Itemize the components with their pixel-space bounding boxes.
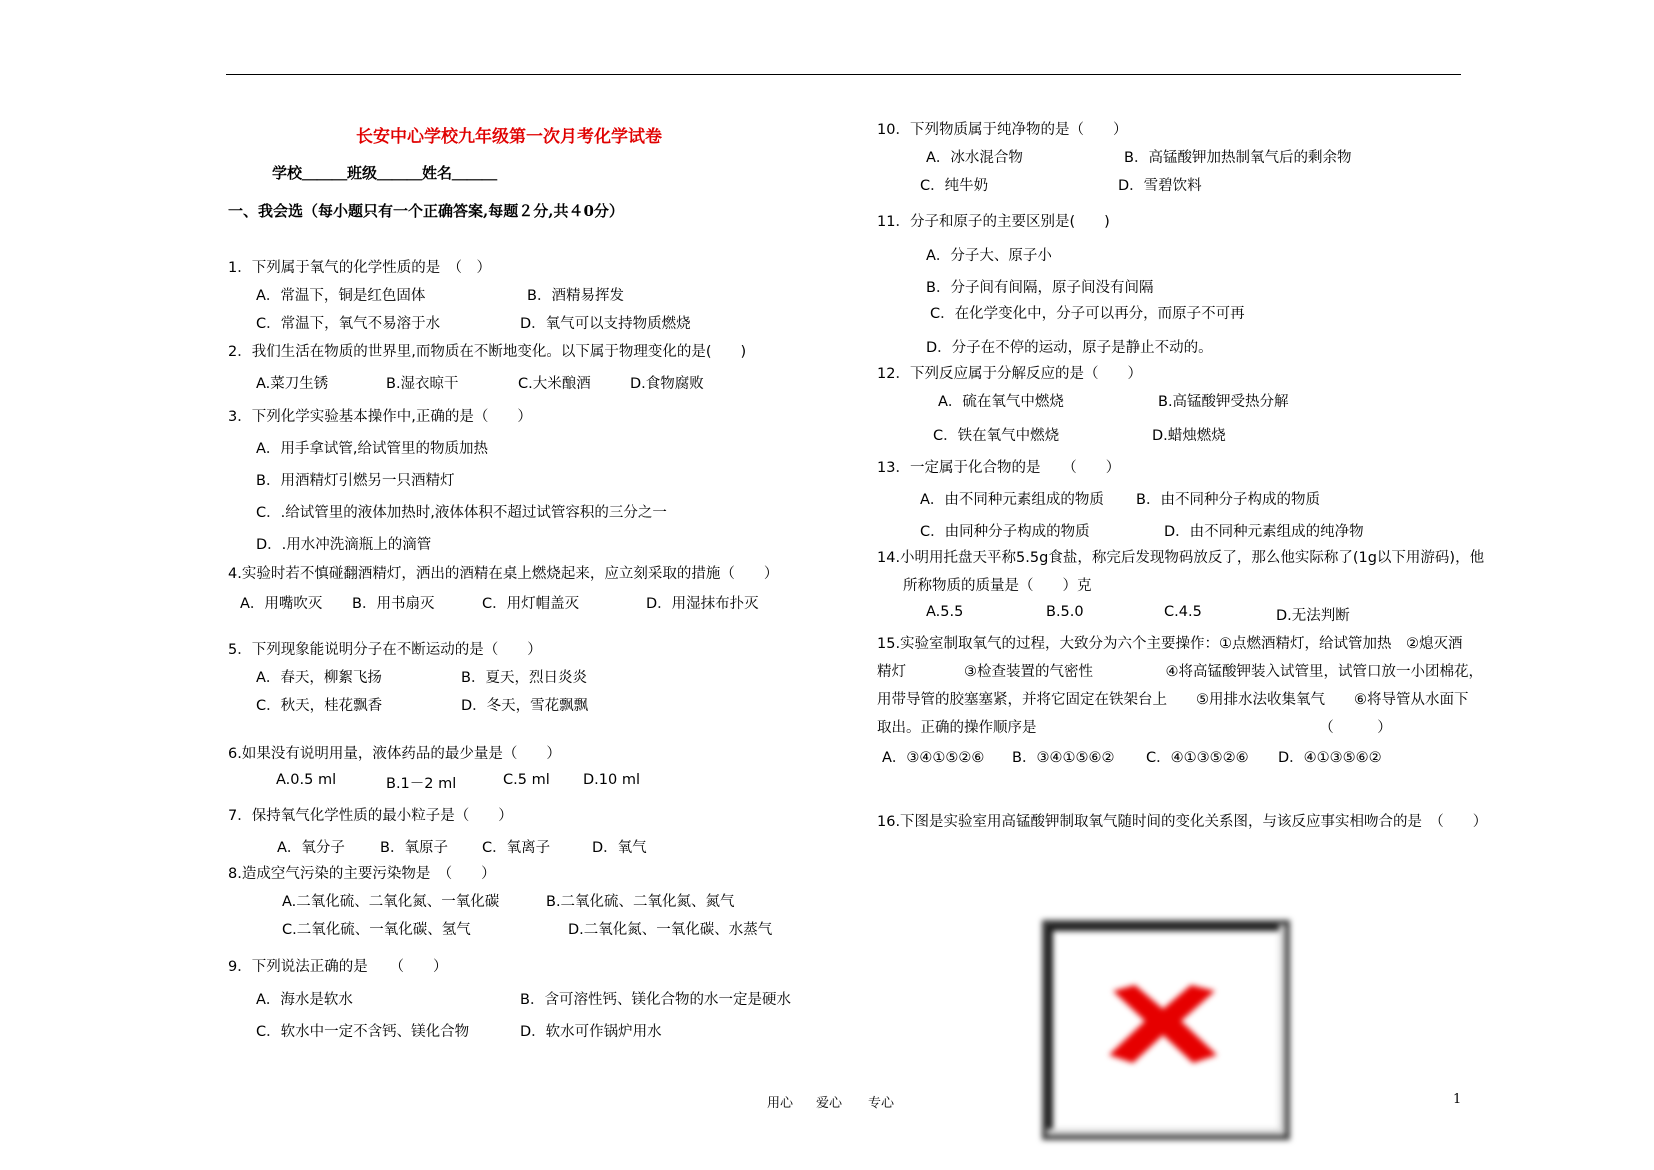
q12-stem: 12．下列反应属于分解反应的是（ ）	[877, 366, 1142, 382]
q3-option-d: D．.用水冲洗滴瓶上的滴管	[256, 537, 432, 553]
q3-option-b: B．用酒精灯引燃另一只酒精灯	[256, 473, 455, 489]
footer-label-right: 专心	[868, 1096, 895, 1111]
q13-option-a: A．由不同种元素组成的物质	[920, 492, 1104, 508]
q12-option-b: B.高锰酸钾受热分解	[1158, 394, 1289, 410]
q9-option-b: B．含可溶性钙、镁化合物的水一定是硬水	[520, 992, 791, 1008]
q11-option-d: D．分子在不停的运动，原子是静止不动的。	[926, 340, 1213, 356]
q5-option-b: B．夏天，烈日炎炎	[461, 670, 587, 686]
q8-option-c: C.二氧化硫、一氧化碳、氢气	[282, 922, 471, 938]
q13-option-b: B．由不同种分子构成的物质	[1136, 492, 1320, 508]
q15-stem-line-1: 15.实验室制取氧气的过程，大致分为六个主要操作：①点燃酒精灯，给试管加热 ②熄灭酒	[877, 636, 1463, 652]
q14-option-b: B.5.0	[1046, 604, 1084, 620]
q6-stem: 6.如果没有说明用量，液体药品的最少量是（ ）	[228, 746, 561, 762]
q15-stem-line-3: 用带导管的胶塞塞紧，并将它固定在铁架台上 ⑤用排水法收集氧气 ⑥将导管从水面下	[877, 692, 1469, 708]
q15-option-a: A．③④①⑤②⑥	[882, 750, 985, 766]
q15-option-b: B．③④①⑤⑥②	[1012, 750, 1115, 766]
q14-option-a: A.5.5	[926, 604, 964, 620]
q12-option-d: D.蜡烛燃烧	[1152, 428, 1226, 444]
q10-stem: 10．下列物质属于纯净物的是（ ）	[877, 122, 1128, 138]
q16-stem: 16.下图是实验室用高锰酸钾制取氧气随时间的变化关系图，与该反应事实相吻合的是 （ ）	[877, 814, 1488, 830]
q3-option-a: A．用手拿试管,给试管里的物质加热	[256, 441, 489, 457]
q9-stem: 9．下列说法正确的是 （ ）	[228, 959, 448, 975]
q5-stem: 5．下列现象能说明分子在不断运动的是（ ）	[228, 642, 542, 658]
q11-option-b: B．分子间有间隔，原子间没有间隔	[926, 280, 1154, 296]
q14-stem-continued: 所称物质的质量是（ ）克	[903, 578, 1092, 594]
red-x-mark	[1105, 981, 1221, 1065]
q5-option-d: D．冬天，雪花飘飘	[461, 698, 589, 714]
q6-option-a: A.0.5 ml	[276, 772, 337, 788]
q15-stem-line-4: 取出。正确的操作顺序是 （ ）	[877, 720, 1392, 736]
q8-stem: 8.造成空气污染的主要污染物是 （ ）	[228, 866, 496, 882]
footer-label-middle: 爱心	[816, 1096, 843, 1111]
q7-option-c: C．氧离子	[482, 840, 551, 856]
q1-stem: 1．下列属于氧气的化学性质的是 （ ）	[228, 260, 491, 276]
header-rule	[226, 74, 1461, 75]
q4-option-c: C．用灯帽盖灭	[482, 596, 580, 612]
q14-option-c: C.4.5	[1164, 604, 1202, 620]
q3-option-c: C．.给试管里的液体加热时,液体体积不超过试管容积的三分之一	[256, 505, 667, 521]
q7-option-b: B．氧原子	[380, 840, 448, 856]
q6-option-b: B.1－2 ml	[386, 776, 457, 792]
q9-option-c: C．软水中一定不含钙、镁化合物	[256, 1024, 470, 1040]
footer-label-left: 用心	[767, 1096, 794, 1111]
q11-stem: 11．分子和原子的主要区别是( )	[877, 214, 1110, 230]
q14-stem: 14.小明用托盘天平称5.5g食盐，称完后发现物码放反了，那么他实际称了(1g以下用游码)，他	[877, 550, 1485, 566]
exam-title: 长安中心学校九年级第一次月考化学试卷	[356, 127, 662, 147]
q4-option-a: A．用嘴吹灭	[240, 596, 323, 612]
student-info-line: 学校＿＿＿班级＿＿＿姓名＿＿＿	[272, 164, 498, 182]
q11-option-c: C．在化学变化中，分子可以再分，而原子不可再	[930, 306, 1245, 322]
q8-option-a: A.二氧化硫、二氧化氮、一氧化碳	[282, 894, 500, 910]
q15-stem-line-2: 精灯 ③检查装置的气密性 ④将高锰酸钾装入试管里，试管口放一小团棉花，	[877, 664, 1483, 680]
q4-stem: 4.实验时若不慎碰翻酒精灯，洒出的酒精在桌上燃烧起来，应立刻采取的措施（ ）	[228, 566, 779, 582]
q1-option-c: C．常温下，氧气不易溶于水	[256, 316, 441, 332]
q3-stem: 3．下列化学实验基本操作中,正确的是（ ）	[228, 409, 532, 425]
q5-option-a: A．春天，柳絮飞扬	[256, 670, 382, 686]
page-number: 1	[1453, 1092, 1462, 1107]
q1-option-a: A．常温下，铜是红色固体	[256, 288, 426, 304]
q7-option-d: D．氧气	[592, 840, 647, 856]
q10-option-b: B．高锰酸钾加热制氧气后的剩余物	[1124, 150, 1352, 166]
q2-stem: 2．我们生活在物质的世界里,而物质在不断地变化。以下属于物理变化的是( )	[228, 344, 747, 360]
q2-option-b: B.湿衣晾干	[386, 376, 459, 392]
section1-heading: 一、我会选（每小题只有一个正确答案,每题２分,共４0分）	[228, 202, 624, 220]
q9-option-d: D．软水可作锅炉用水	[520, 1024, 662, 1040]
q9-option-a: A．海水是软水	[256, 992, 353, 1008]
q13-stem: 13．一定属于化合物的是 （ ）	[877, 460, 1121, 476]
q1-option-d: D．氧气可以支持物质燃烧	[520, 316, 691, 332]
q13-option-c: C．由同种分子构成的物质	[920, 524, 1090, 540]
q1-option-b: B．酒精易挥发	[527, 288, 624, 304]
broken-image-icon	[1042, 920, 1290, 1140]
q6-option-c: C.5 ml	[503, 772, 550, 788]
q8-option-d: D.二氧化氮、一氧化碳、水蒸气	[568, 922, 773, 938]
q2-option-a: A.菜刀生锈	[256, 376, 329, 392]
q8-option-b: B.二氧化硫、二氧化氮、氮气	[546, 894, 735, 910]
q12-option-c: C．铁在氧气中燃烧	[933, 428, 1060, 444]
q13-option-d: D．由不同种元素组成的纯净物	[1164, 524, 1364, 540]
q11-option-a: A．分子大、原子小	[926, 248, 1052, 264]
q7-stem: 7．保持氧气化学性质的最小粒子是（ ）	[228, 808, 513, 824]
q2-option-d: D.食物腐败	[630, 376, 704, 392]
q10-option-a: A．冰水混合物	[926, 150, 1023, 166]
q15-option-c: C．④①③⑤②⑥	[1146, 750, 1249, 766]
q2-option-c: C.大米酿酒	[518, 376, 591, 392]
q7-option-a: A．氧分子	[277, 840, 345, 856]
q10-option-d: D．雪碧饮料	[1118, 178, 1202, 194]
q6-option-d: D.10 ml	[583, 772, 640, 788]
q12-option-a: A．硫在氧气中燃烧	[938, 394, 1064, 410]
q4-option-b: B．用书扇灭	[352, 596, 435, 612]
q15-option-d: D．④①③⑤⑥②	[1278, 750, 1382, 766]
q4-option-d: D．用湿抹布扑灭	[646, 596, 759, 612]
q5-option-c: C．秋天，桂花飘香	[256, 698, 383, 714]
q10-option-c: C．纯牛奶	[920, 178, 989, 194]
q14-option-d: D.无法判断	[1276, 608, 1350, 624]
